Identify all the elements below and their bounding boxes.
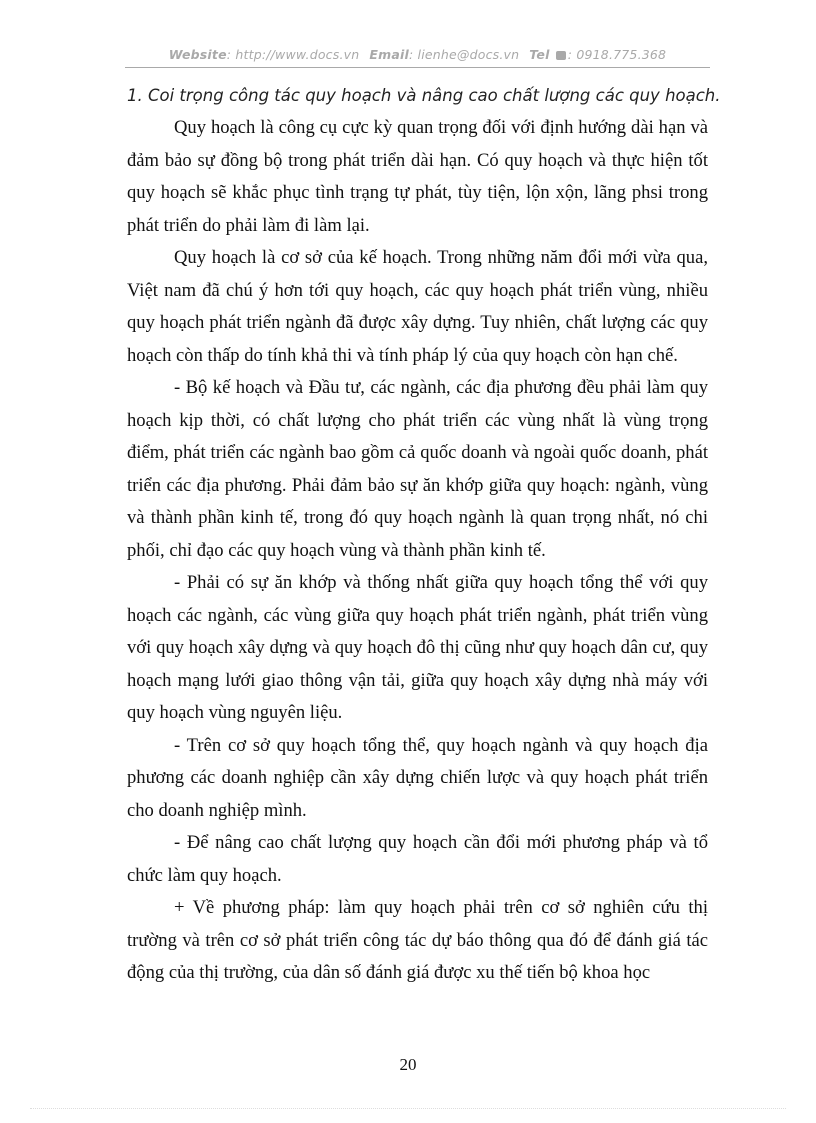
tel-label: Tel bbox=[529, 47, 550, 62]
email-label: Email bbox=[369, 47, 409, 62]
website-label: Website bbox=[168, 47, 227, 62]
page-number: 20 bbox=[399, 1055, 417, 1074]
page-header bbox=[125, 44, 710, 68]
website-value: : http://www.docs.vn bbox=[226, 47, 360, 62]
bottom-divider bbox=[30, 1108, 786, 1109]
document-body bbox=[127, 80, 721, 990]
tel-value: : 0918.775.368 bbox=[567, 47, 667, 62]
phone-icon bbox=[556, 51, 566, 60]
paragraph: Quy hoạch là công cụ cực kỳ quan trọng đối với định hướng dài hạn và đảm bảo sự đồng bộ trong phát triển dài hạn. Có quy hoạch và thực hiện tốt quy hoạch sẽ khắc phục tình trạng tự phát, tùy tiện, lộn xộn, lãng phsi trong phát triển do phải làm đi làm lại. bbox=[127, 117, 708, 236]
paragraph: - Phải có sự ăn khớp và thống nhất giữa quy hoạch tổng thể với quy hoạch các ngành, các vùng giữa quy hoạch phát triển ngành, phát triển vùng với quy hoạch xây dựng và quy hoạch đô thị cũng như quy hoạch dân cư, quy hoạch mạng lưới giao thông vận tải, giữa quy hoạch xây dựng nhà máy với quy hoạch vùng nguyên liệu. bbox=[127, 572, 708, 723]
paragraph: - Để nâng cao chất lượng quy hoạch cần đổi mới phương pháp và tổ chức làm quy hoạch. bbox=[127, 832, 708, 886]
paragraph: - Trên cơ sở quy hoạch tổng thể, quy hoạch ngành và quy hoạch địa phương các doanh nghiệp cần xây dựng chiến lược và quy hoạch phát triển cho doanh nghiệp mình. bbox=[127, 734, 708, 821]
paragraph: - Bộ kế hoạch và Đầu tư, các ngành, các địa phương đều phải làm quy hoạch kịp thời, có chất lượng cho phát triển các vùng nhất là vùng trọng điểm, phát triển các ngành bao gồm cả quốc doanh và ngoài quốc doanh, phát triển các địa phương. Phải đảm bảo sự ăn khớp giữa quy hoạch: ngành, vùng và thành phần kinh tế, trong đó quy hoạch ngành là quan trọng nhất, nó chi phối, chỉ đạo các quy hoạch vùng và thành phần kinh tế. bbox=[127, 377, 708, 561]
paragraph: + Về phương pháp: làm quy hoạch phải trên cơ sở nghiên cứu thị trường và trên cơ sở phát triển công tác dự báo thông qua đó để đánh giá tác động của thị trường, của dân số đánh giá được xu thế tiến bộ khoa học bbox=[127, 897, 708, 983]
email-value: : lienhe@docs.vn bbox=[408, 47, 520, 62]
paragraph: Quy hoạch là cơ sở của kế hoạch. Trong những năm đổi mới vừa qua, Việt nam đã chú ý hơn tới quy hoạch, các quy hoạch phát triển vùng, nhiều quy hoạch phát triển ngành đã được xây dựng. Tuy nhiên, chất lượng các quy hoạch còn thấp do tính khả thi và tính pháp lý của quy hoạch còn hạn chế. bbox=[127, 247, 708, 366]
section-title: 1. Coi trọng công tác quy hoạch và nâng cao chất lượng các quy hoạch. bbox=[127, 86, 721, 105]
